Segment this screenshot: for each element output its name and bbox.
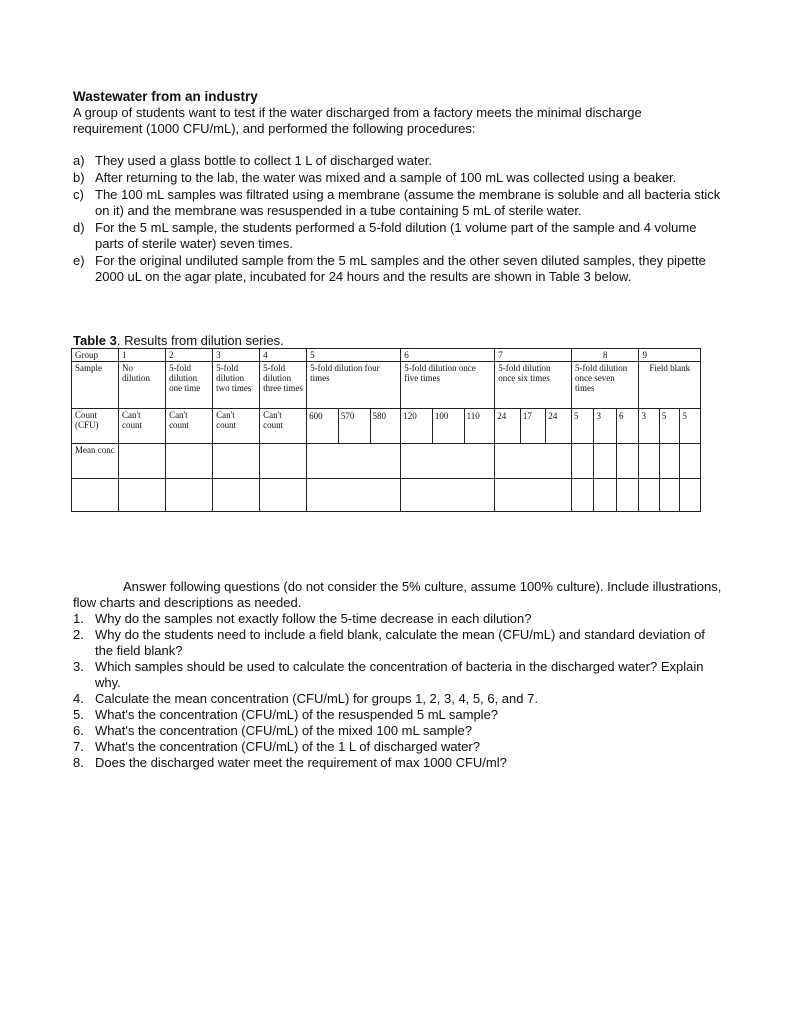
step-label: d)	[73, 220, 85, 235]
sample-cell: 5-fold dilution once five times	[401, 362, 495, 409]
question-number: 4.	[73, 691, 84, 706]
table-row	[72, 479, 701, 512]
sample-cell: Field blank	[639, 362, 701, 409]
count-cell: 580	[370, 409, 401, 444]
step-label: e)	[73, 253, 85, 268]
mean-cell	[260, 444, 307, 479]
question-text: What's the concentration (CFU/mL) of the mixed 100 mL sample?	[95, 723, 472, 738]
question-number: 7.	[73, 739, 84, 754]
mean-cell	[680, 444, 701, 479]
question-number: 6.	[73, 723, 84, 738]
table-caption-text: . Results from dilution series.	[116, 333, 284, 348]
sample-cell: 5-fold dilution once seven times	[571, 362, 638, 409]
question-text: Calculate the mean concentration (CFU/mL) for groups 1, 2, 3, 4, 5, 6, and 7.	[95, 691, 538, 706]
count-cell: Can't count	[119, 409, 166, 444]
step-label: b)	[73, 170, 85, 185]
question-text: Does the discharged water meet the requirement of max 1000 CFU/ml?	[95, 755, 507, 770]
table-row	[72, 362, 701, 409]
group-cell: 7	[495, 349, 572, 362]
question-text: Why do the samples not exactly follow the 5-time decrease in each dilution?	[95, 611, 532, 626]
procedure-step	[73, 253, 723, 285]
empty-cell	[616, 479, 639, 512]
empty-cell	[594, 479, 616, 512]
count-cell: 17	[520, 409, 546, 444]
step-text: After returning to the lab, the water was mixed and a sample of 100 mL was collected using a beaker.	[95, 170, 677, 185]
table-caption-number: Table 3	[73, 333, 117, 348]
questions-section	[73, 579, 723, 771]
question-text: What's the concentration (CFU/mL) of the 1 L of discharged water?	[95, 739, 480, 754]
table-row	[72, 349, 701, 362]
sample-cell: 5-fold dilution one time	[166, 362, 213, 409]
mean-cell	[495, 444, 572, 479]
question-text: Which samples should be used to calculate the concentration of bacteria in the discharged water? Explain why.	[95, 659, 704, 690]
group-cell: 9	[639, 349, 701, 362]
procedure-step	[73, 153, 723, 169]
count-cell: Can't count	[213, 409, 260, 444]
intro-paragraph: A group of students want to test if the water discharged from a factory meets the minimal discharge requirement (1000 CFU/mL), and performed the following procedures:	[73, 105, 642, 136]
mean-cell	[659, 444, 679, 479]
question-item	[73, 707, 723, 723]
step-label: c)	[73, 187, 84, 202]
step-text: They used a glass bottle to collect 1 L of discharged water.	[95, 153, 432, 168]
mean-cell	[401, 444, 495, 479]
count-cell: 5	[571, 409, 593, 444]
count-cell: 120	[401, 409, 433, 444]
question-list	[73, 611, 723, 771]
sample-cell: 5-fold dilution three times	[260, 362, 307, 409]
mean-cell	[616, 444, 639, 479]
question-number: 8.	[73, 755, 84, 770]
count-cell: 24	[495, 409, 521, 444]
table-row	[72, 444, 701, 479]
row-label-mean: Mean conc	[72, 444, 119, 479]
count-cell: 600	[307, 409, 339, 444]
mean-cell	[594, 444, 616, 479]
empty-cell	[307, 479, 401, 512]
count-cell: Can't count	[166, 409, 213, 444]
results-table	[71, 348, 701, 512]
step-text: For the 5 mL sample, the students performed a 5-fold dilution (1 volume part of the sample and 4 volume parts of sterile water) seven times.	[95, 220, 697, 251]
empty-cell	[639, 479, 659, 512]
count-cell: Can't count	[260, 409, 307, 444]
mean-cell	[166, 444, 213, 479]
count-cell: 570	[338, 409, 370, 444]
count-cell: 110	[464, 409, 495, 444]
step-text: The 100 mL samples was filtrated using a membrane (assume the membrane is soluble and all bacteria stick on it) and the membrane was resuspended in a tube containing 5 mL of sterile water.	[95, 187, 721, 218]
question-item	[73, 659, 723, 691]
empty-cell	[571, 479, 593, 512]
procedure-step	[73, 170, 723, 186]
mean-cell	[213, 444, 260, 479]
group-cell: 8	[571, 349, 638, 362]
group-cell: 3	[213, 349, 260, 362]
mean-cell	[571, 444, 593, 479]
empty-cell	[680, 479, 701, 512]
sample-cell: 5-fold dilution once six times	[495, 362, 572, 409]
empty-cell	[659, 479, 679, 512]
procedure-step	[73, 220, 723, 252]
empty-cell	[119, 479, 166, 512]
group-cell: 6	[401, 349, 495, 362]
count-cell: 6	[616, 409, 639, 444]
empty-cell	[495, 479, 572, 512]
sample-cell: 5-fold dilution four times	[307, 362, 401, 409]
question-number: 3.	[73, 659, 84, 674]
question-item	[73, 627, 723, 659]
procedure-list	[73, 153, 723, 286]
questions-lead: Answer following questions (do not consider the 5% culture, assume 100% culture). Include illustrations, flow charts and descriptions as needed.	[73, 579, 722, 610]
empty-cell	[213, 479, 260, 512]
document-title: Wastewater from an industry	[73, 89, 258, 104]
mean-cell	[119, 444, 166, 479]
row-label-count: Count (CFU)	[72, 409, 119, 444]
table-caption	[73, 333, 284, 348]
row-label-group: Group	[72, 349, 119, 362]
empty-cell	[166, 479, 213, 512]
group-cell: 1	[119, 349, 166, 362]
count-cell: 5	[680, 409, 701, 444]
question-number: 5.	[73, 707, 84, 722]
mean-cell	[307, 444, 401, 479]
question-number: 2.	[73, 627, 84, 642]
question-text: Why do the students need to include a field blank, calculate the mean (CFU/mL) and standard deviation of the field blank?	[95, 627, 705, 658]
step-label: a)	[73, 153, 85, 168]
count-cell: 5	[659, 409, 679, 444]
empty-cell	[401, 479, 495, 512]
question-item	[73, 723, 723, 739]
count-cell: 100	[432, 409, 464, 444]
row-label-sample: Sample	[72, 362, 119, 409]
question-item	[73, 691, 723, 707]
mean-cell	[639, 444, 659, 479]
group-cell: 4	[260, 349, 307, 362]
procedure-step	[73, 187, 723, 219]
question-text: What's the concentration (CFU/mL) of the resuspended 5 mL sample?	[95, 707, 499, 722]
step-text: For the original undiluted sample from the 5 mL samples and the other seven diluted samples, they pipette 2000 uL on the agar plate, incubated for 24 hours and the results are shown in Table 3 below.	[95, 253, 706, 284]
group-cell: 5	[307, 349, 401, 362]
sample-cell: 5-fold dilution two times	[213, 362, 260, 409]
count-cell: 3	[639, 409, 659, 444]
question-number: 1.	[73, 611, 84, 626]
question-item	[73, 739, 723, 755]
empty-cell	[260, 479, 307, 512]
count-cell: 24	[546, 409, 572, 444]
group-cell: 2	[166, 349, 213, 362]
question-item	[73, 755, 723, 771]
sample-cell: No dilution	[119, 362, 166, 409]
question-item	[73, 611, 723, 627]
empty-cell	[72, 479, 119, 512]
count-cell: 3	[594, 409, 616, 444]
table-row	[72, 409, 701, 444]
